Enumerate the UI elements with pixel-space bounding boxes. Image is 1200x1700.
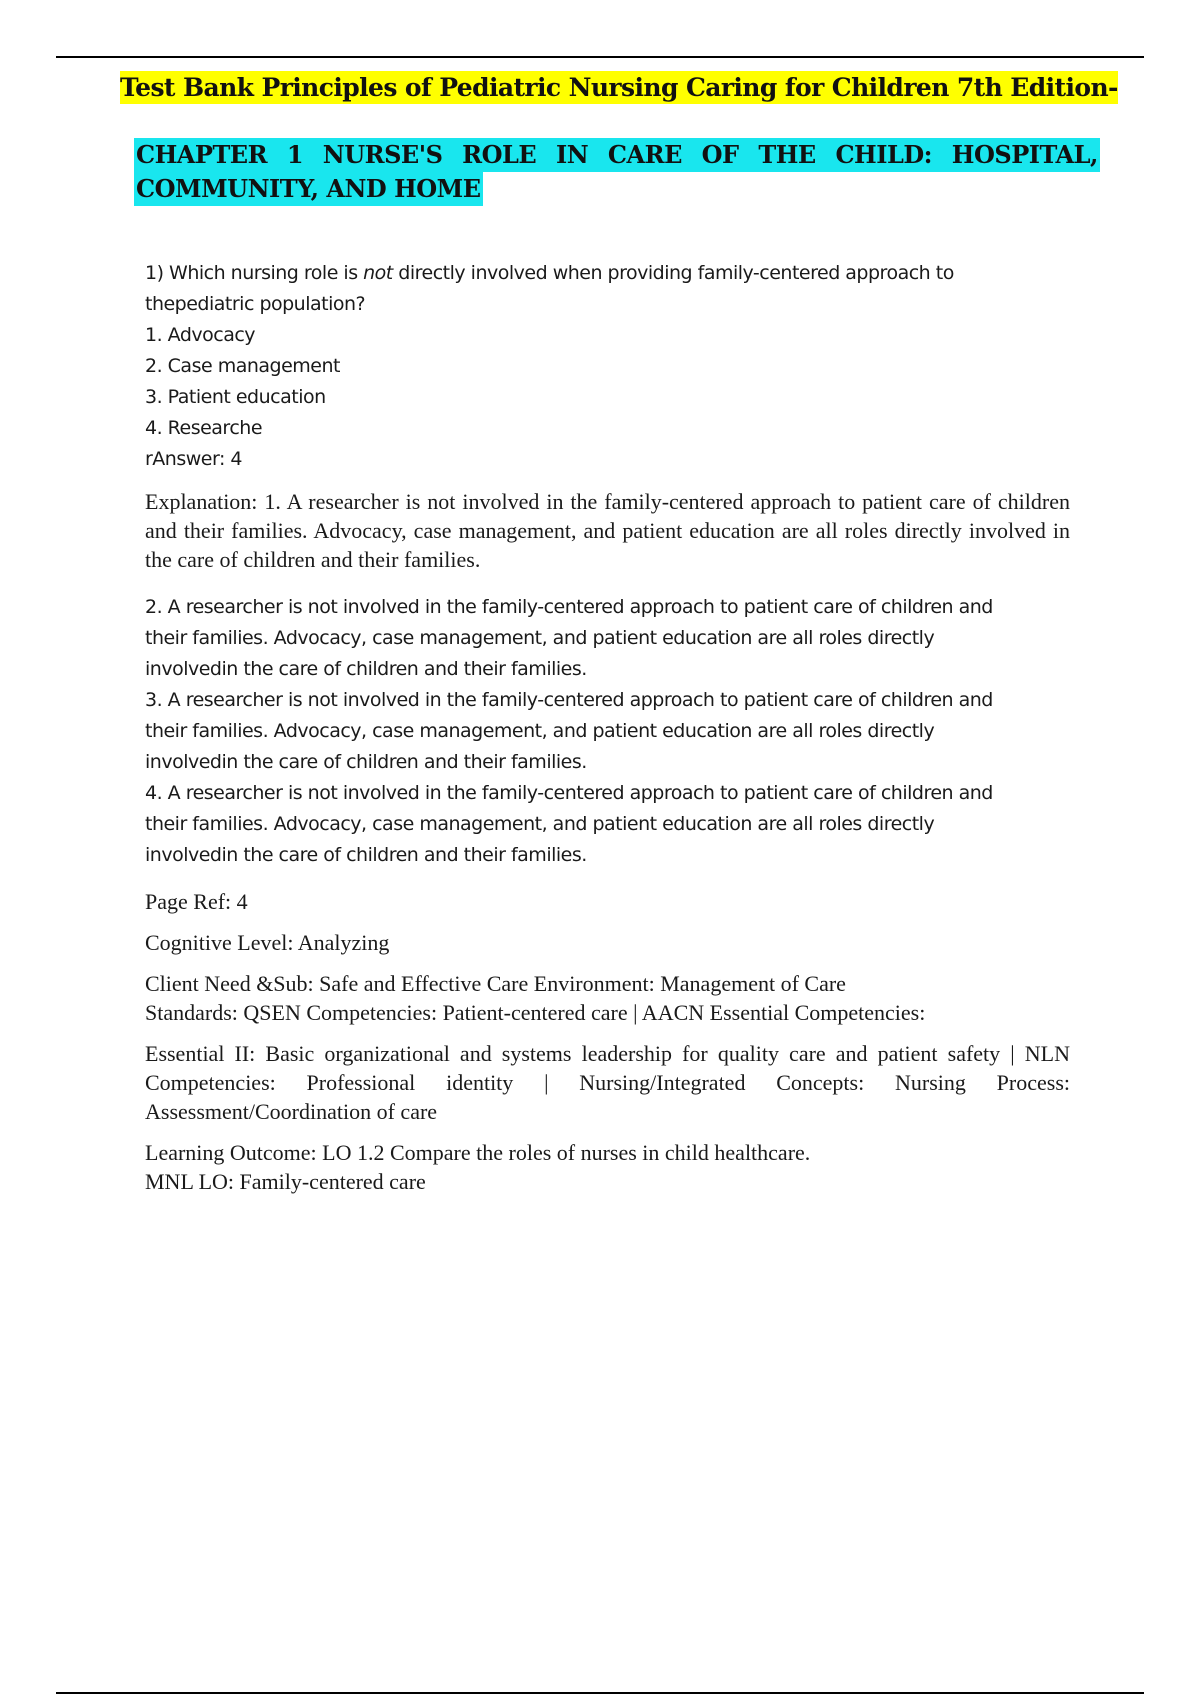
chapter-heading-line-1 (134, 138, 1100, 172)
chapter-word: 1 (286, 140, 304, 169)
explanation-item-line: their families. Advocacy, case management, and patient education are all roles directly (145, 627, 935, 649)
explanation-paragraph: Explanation: 1. A researcher is not involved in the family-centered approach to patient care of children and their families. Advocacy, case management, and patient education are all roles directly involved in the care of children and their families. (145, 489, 1070, 572)
explanation-item-line: involvedin the care of children and their families. (145, 751, 587, 773)
explanation-list (145, 592, 1070, 871)
explanation-item-line: 2. A researcher is not involved in the family-centered approach to patient care of children and (145, 596, 993, 618)
chapter-word: OF (701, 140, 739, 169)
chapter-word: ROLE (462, 140, 537, 169)
answer-option: 4. Researche (145, 417, 263, 439)
client-need-line: Client Need &Sub: Safe and Effective Care Environment: Management of Care (145, 971, 846, 996)
chapter-heading-line-2: COMMUNITY, AND HOME (134, 172, 483, 206)
explanation-item-line: involvedin the care of children and their families. (145, 658, 587, 680)
page-reference: Page Ref: 4 (145, 889, 248, 914)
question-emphasis: not (363, 262, 393, 284)
chapter-word: NURSE'S (322, 140, 443, 169)
correct-answer: rAnswer: 4 (145, 448, 242, 470)
chapter-word: THE (758, 140, 816, 169)
chapter-heading (134, 138, 1100, 206)
chapter-word: CHILD: (835, 140, 933, 169)
question-block (145, 258, 1070, 475)
explanation-item-line: involvedin the care of children and their families. (145, 844, 587, 866)
top-rule (56, 56, 1144, 58)
mnl-learning-outcome: MNL LO: Family-centered care (145, 1169, 426, 1194)
chapter-word: IN (555, 140, 589, 169)
learning-outcomes (145, 1138, 1070, 1196)
bottom-rule (56, 1692, 1144, 1694)
essential-competencies: Essential II: Basic organizational and systems leadership for quality care and patient safety | NLN Competencies: Professional identity | Nursing/Integrated Concepts: Nursing Process: Assessment/Coordination of care (145, 1041, 1070, 1124)
answer-option: 1. Advocacy (145, 324, 256, 346)
cognitive-level: Cognitive Level: Analyzing (145, 930, 390, 955)
question-stem-continued: thepediatric population? (145, 293, 366, 315)
chapter-word: HOSPITAL, (951, 140, 1098, 169)
question-stem: 1) Which nursing role is not directly involved when providing family-centered approach to (145, 262, 954, 284)
chapter-word: CARE (607, 140, 682, 169)
answer-option: 2. Case management (145, 355, 340, 377)
explanation-item-line: their families. Advocacy, case management, and patient education are all roles directly (145, 720, 935, 742)
document-title (120, 70, 1118, 106)
answer-option: 3. Patient education (145, 386, 326, 408)
document-title-text: Test Bank Principles of Pediatric Nursing Caring for Children 7th Edition- (120, 73, 1118, 102)
explanation-item-line: 3. A researcher is not involved in the family-centered approach to patient care of children and (145, 689, 993, 711)
standards-line: Standards: QSEN Competencies: Patient-centered care | AACN Essential Competencies: (145, 1000, 926, 1025)
question-content (145, 258, 1070, 1196)
learning-outcome: Learning Outcome: LO 1.2 Compare the roles of nurses in child healthcare. (145, 1140, 811, 1165)
client-need (145, 969, 1070, 1027)
explanation-item-line: 4. A researcher is not involved in the family-centered approach to patient care of children and (145, 782, 993, 804)
chapter-word: CHAPTER (136, 140, 268, 169)
explanation-item-line: their families. Advocacy, case management, and patient education are all roles directly (145, 813, 935, 835)
